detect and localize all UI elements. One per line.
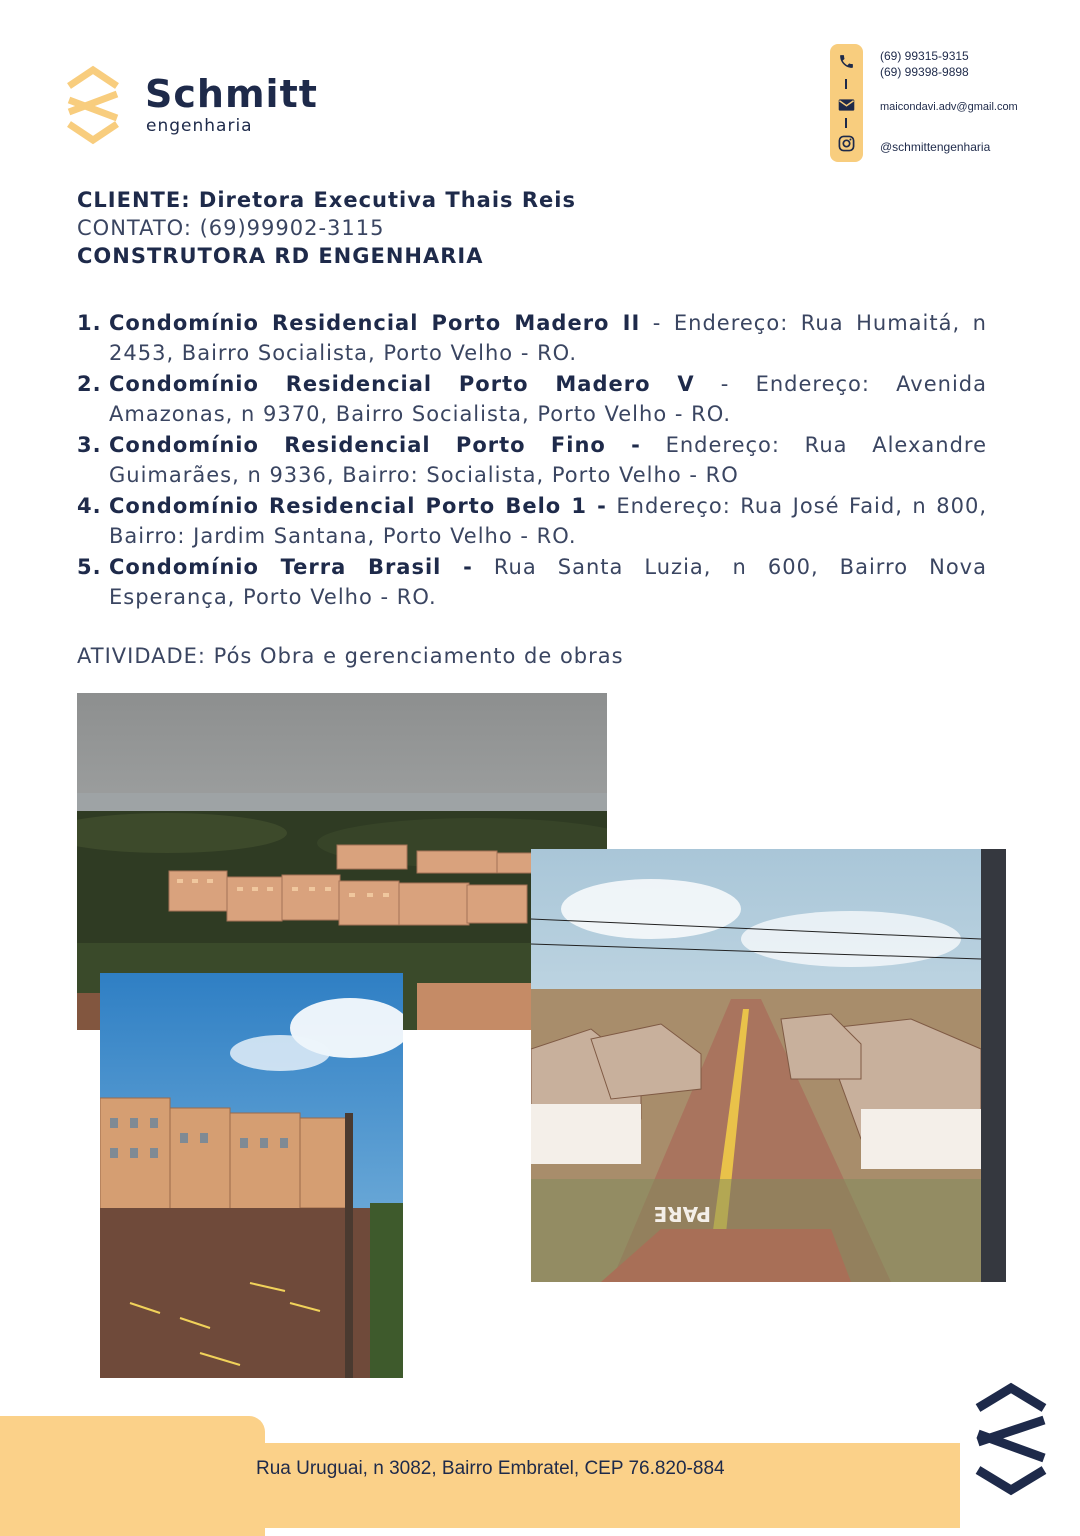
footer-band (120, 1443, 960, 1528)
brand-subtitle: engenharia (146, 116, 253, 136)
photo-street-houses (531, 849, 1006, 1282)
list-item: 2. Condomínio Residencial Porto Madero V - Endereço: Avenida Amazonas, n 9370, Bairro Socialista, Porto Velho - RO. (77, 372, 987, 426)
activity-line: ATIVIDADE: Pós Obra e gerenciamento de obras (77, 644, 624, 668)
contact-phone-1: (69) 99315-9315 (880, 49, 969, 63)
contact-email[interactable]: maicondavi.adv@gmail.com (880, 101, 1018, 113)
client-name: CLIENTE: Diretora Executiva Thais Reis (77, 188, 576, 212)
project-list (77, 308, 987, 613)
list-item: 3. Condomínio Residencial Porto Fino - Endereço: Rua Alexandre Guimarães, n 9336, Bairro: Socialista, Porto Velho - RO (77, 433, 987, 487)
phone-icon (836, 51, 857, 72)
list-item: 4. Condomínio Residencial Porto Belo 1 - Endereço: Rua José Faid, n 800, Bairro: Jardim Santana, Porto Velho - RO. (77, 494, 987, 548)
contact-phone-2: (69) 99398-9898 (880, 65, 969, 79)
list-item: 5. Condomínio Terra Brasil - Rua Santa Luzia, n 600, Bairro Nova Esperança, Porto Velho - RO. (77, 555, 987, 609)
mail-icon (836, 94, 857, 115)
contact-divider (845, 79, 847, 89)
photo-parking-apartments (100, 973, 403, 1378)
client-company: CONSTRUTORA RD ENGENHARIA (77, 244, 484, 268)
client-info (77, 186, 576, 270)
road-marking-text: PARE (653, 1202, 711, 1226)
client-contact: CONTATO: (69)99902-3115 (77, 216, 385, 240)
contact-instagram[interactable]: @schmittengenharia (880, 140, 991, 154)
contact-divider (845, 118, 847, 128)
contact-icon-bar (830, 44, 863, 162)
brand-name: Schmitt (145, 72, 318, 116)
brand-mark-icon (972, 1380, 1050, 1498)
brand-logo-icon (64, 64, 122, 146)
list-item: 1. Condomínio Residencial Porto Madero II - Endereço: Rua Humaitá, n 2453, Bairro Socialista, Porto Velho - RO. (77, 311, 987, 365)
footer-address: Rua Uruguai, n 3082, Bairro Embratel, CEP 76.820-884 (256, 1458, 725, 1479)
instagram-icon (836, 133, 857, 154)
